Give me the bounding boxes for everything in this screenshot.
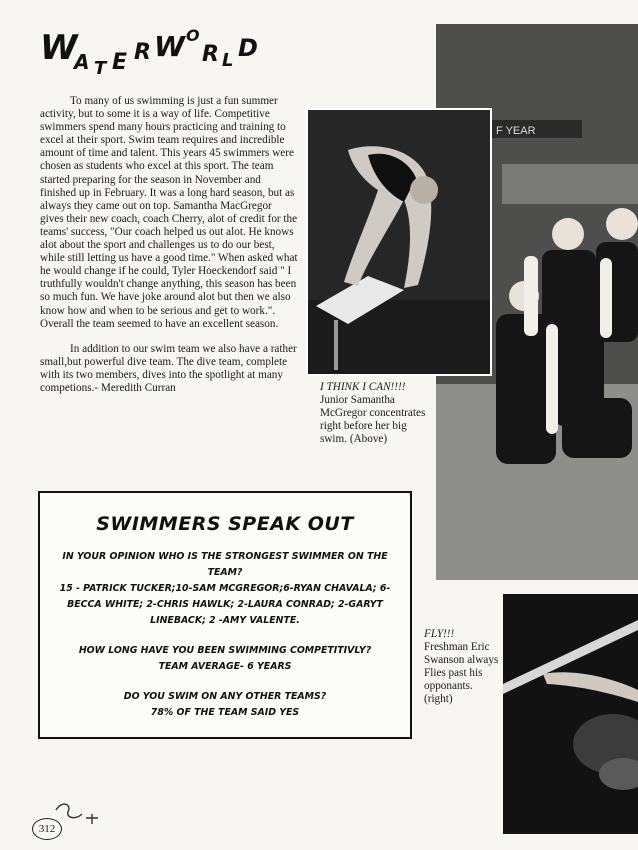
title-letter: E — [112, 50, 128, 75]
dive-caption-lead: I THINK I CAN!!!! — [320, 381, 406, 393]
title-letter: W — [154, 30, 185, 63]
title-letter: O — [186, 26, 200, 45]
swim-caption — [424, 628, 504, 706]
page-title — [40, 20, 270, 90]
swim-caption-body: Freshman Eric Swanson always Flies past his opponants. (right) — [424, 641, 499, 705]
title-letter: R — [202, 42, 219, 67]
team-sign: F YEAR — [496, 125, 536, 137]
title-letter: R — [134, 40, 151, 65]
swim-photo-art — [503, 594, 638, 834]
dive-caption-body: Junior Samantha McGregor concentrates right before her big swim. (Above) — [320, 394, 426, 445]
box-answer: 78% OF THE TEAM SAID YES — [150, 707, 300, 718]
swim-caption-lead: FLY!!! — [424, 628, 455, 640]
dive-photo — [306, 108, 492, 376]
article-body — [40, 95, 298, 407]
swimmers-speak-out-box — [38, 491, 412, 739]
box-question: HOW LONG HAVE YOU BEEN SWIMMING COMPETITIVLY? — [78, 645, 372, 656]
title-letter: W — [40, 28, 78, 68]
swim-photo — [503, 594, 638, 834]
page-number: 312 — [32, 818, 62, 840]
title-letter: L — [222, 50, 234, 71]
dive-photo-art — [308, 110, 490, 374]
box-question: DO YOU SWIM ON ANY OTHER TEAMS? — [123, 691, 327, 702]
title-letter: D — [238, 34, 258, 62]
box-question: IN YOUR OPINION WHO IS THE STRONGEST SWIMMER ON THE TEAM? — [62, 551, 388, 578]
article-paragraph: To many of us swimming is just a fun summer activity, but to some it is a way of life. Competitive swimmers spend many hours practicing and training to excel at their sport. Swim team requires and incredible amount of time and talent. This years 45 swimmers were chosen as students who excel at this sport. The team started preparing for the season in November and finished up in February. It was a long hard season, but as always they came out on top. Samantha MacGregor gives their new coach, coach Cherry, alot of credit for the teams' success, "Our coach helped us out alot. He knows alot about the sport and challenges us to do our best, while still letting us have a good time." When asked what he would change if he could, Tyler Hoeckendorf said " I truthfully wouldn't change anything, this season has been so much fun. We have joke around alot but then we also know how and when to be serious and get to work.". Overall the team seemed to have an excellent season. — [40, 95, 298, 330]
box-answer: TEAM AVERAGE- 6 YEARS — [158, 661, 292, 672]
title-letter: A — [74, 50, 90, 74]
box-answer: 15 - PATRICK TUCKER;10-SAM MCGREGOR;6-RYAN CHAVALA; 6-BECCA WHITE; 2-CHRIS HAWLK; 2-LAURA CONRAD; 2-GARYT LINEBACK; 2 -AMY VALENTE. — [59, 583, 391, 626]
box-title: SWIMMERS SPEAK OUT — [96, 513, 354, 535]
article-paragraph: In addition to our swim team we also have a rather small,but powerful dive team. The dive team, complete with its two members, dives into the spotlight at many competions.- Meredith Curran — [40, 342, 297, 394]
dive-caption — [320, 381, 432, 446]
title-letter: T — [94, 58, 107, 79]
